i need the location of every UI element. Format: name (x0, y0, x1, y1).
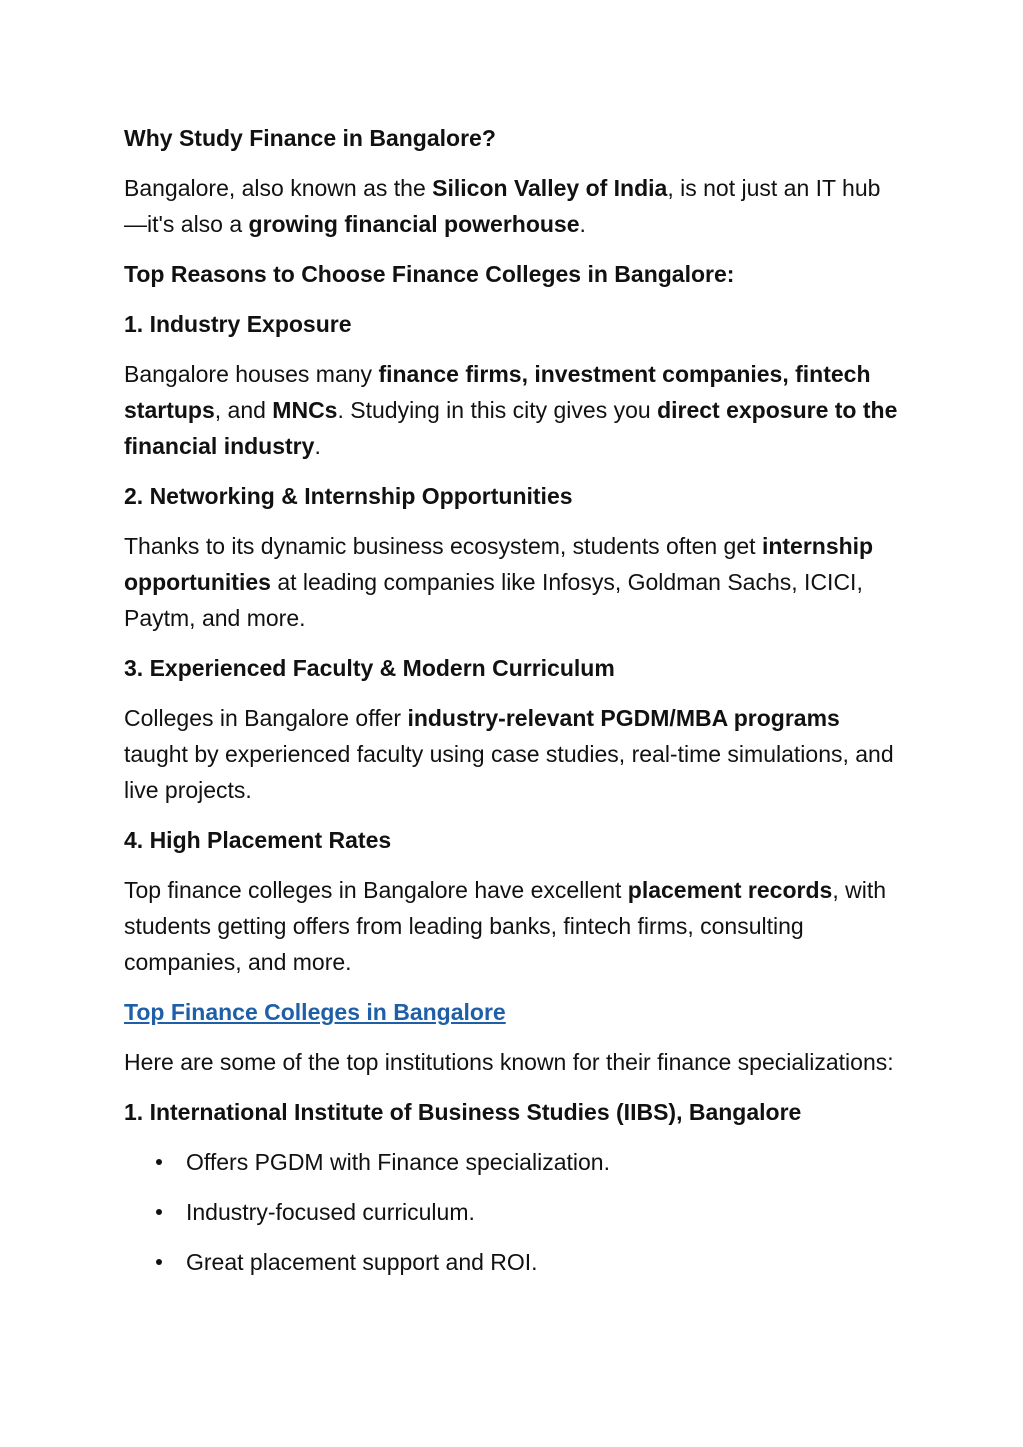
list-item (124, 1244, 899, 1280)
document-page (124, 120, 899, 1294)
reason-heading-industry-exposure: 1. Industry Exposure (124, 311, 352, 337)
text-run: Top finance colleges in Bangalore have excellent (124, 877, 628, 903)
bullet-icon (156, 1209, 162, 1215)
paragraph-placement (124, 872, 899, 980)
paragraph-networking (124, 528, 899, 636)
paragraph-industry-exposure (124, 356, 899, 464)
paragraph-top-intro: Here are some of the top institutions known for their finance specializations: (124, 1049, 894, 1075)
top-colleges-link-row (124, 994, 899, 1030)
text-run: . Studying in this city gives you (337, 397, 658, 423)
list-item-text: Offers PGDM with Finance specialization. (186, 1149, 610, 1175)
list-item (124, 1194, 899, 1230)
reason-heading-placement: 4. High Placement Rates (124, 827, 392, 853)
college-features-list (124, 1144, 899, 1280)
top-colleges-link[interactable]: Top Finance Colleges in Bangalore (124, 999, 506, 1025)
bold-text-run: MNCs (272, 397, 338, 423)
text-run: , is not just an IT hub—it's also a (124, 175, 881, 237)
text-run: at leading companies like Infosys, Goldman Sachs, ICICI, Paytm, and more. (124, 569, 863, 631)
bullet-icon (156, 1159, 162, 1165)
text-run: taught by experienced faculty using case studies, real-time simulations, and live projects. (124, 741, 894, 803)
bullet-icon (156, 1259, 162, 1265)
section-heading-why-study: Why Study Finance in Bangalore? (124, 125, 496, 151)
bold-text-run: internship opportunities (124, 533, 874, 595)
paragraph-faculty (124, 700, 899, 808)
text-run: Bangalore, also known as the (124, 175, 433, 201)
text-run: . (314, 433, 321, 459)
section-heading-top-reasons: Top Reasons to Choose Finance Colleges in Bangalore: (124, 261, 735, 287)
list-item-text: Great placement support and ROI. (186, 1249, 538, 1275)
reason-heading-networking: 2. Networking & Internship Opportunities (124, 483, 573, 509)
text-run: , with students getting offers from leading banks, fintech firms, consulting companies, and more. (124, 877, 886, 975)
text-run: . (579, 211, 586, 237)
text-run: Colleges in Bangalore offer (124, 705, 408, 731)
bold-text-run: placement records (627, 877, 833, 903)
list-item (124, 1144, 899, 1180)
bold-text-run: industry-relevant PGDM/MBA programs (407, 705, 840, 731)
text-run: , and (214, 397, 273, 423)
reason-heading-faculty: 3. Experienced Faculty & Modern Curriculum (124, 655, 615, 681)
bold-text-run: finance firms, investment companies, fintech startups (124, 361, 871, 423)
college-heading-iibs: 1. International Institute of Business Studies (IIBS), Bangalore (124, 1099, 802, 1125)
bold-text-run: growing financial powerhouse (248, 211, 580, 237)
paragraph-intro (124, 170, 899, 242)
bold-text-run: Silicon Valley of India (432, 175, 668, 201)
bold-text-run: direct exposure to the financial industry (124, 397, 898, 459)
list-item-text: Industry-focused curriculum. (186, 1199, 475, 1225)
text-run: Thanks to its dynamic business ecosystem, students often get (124, 533, 762, 559)
text-run: Bangalore houses many (124, 361, 379, 387)
